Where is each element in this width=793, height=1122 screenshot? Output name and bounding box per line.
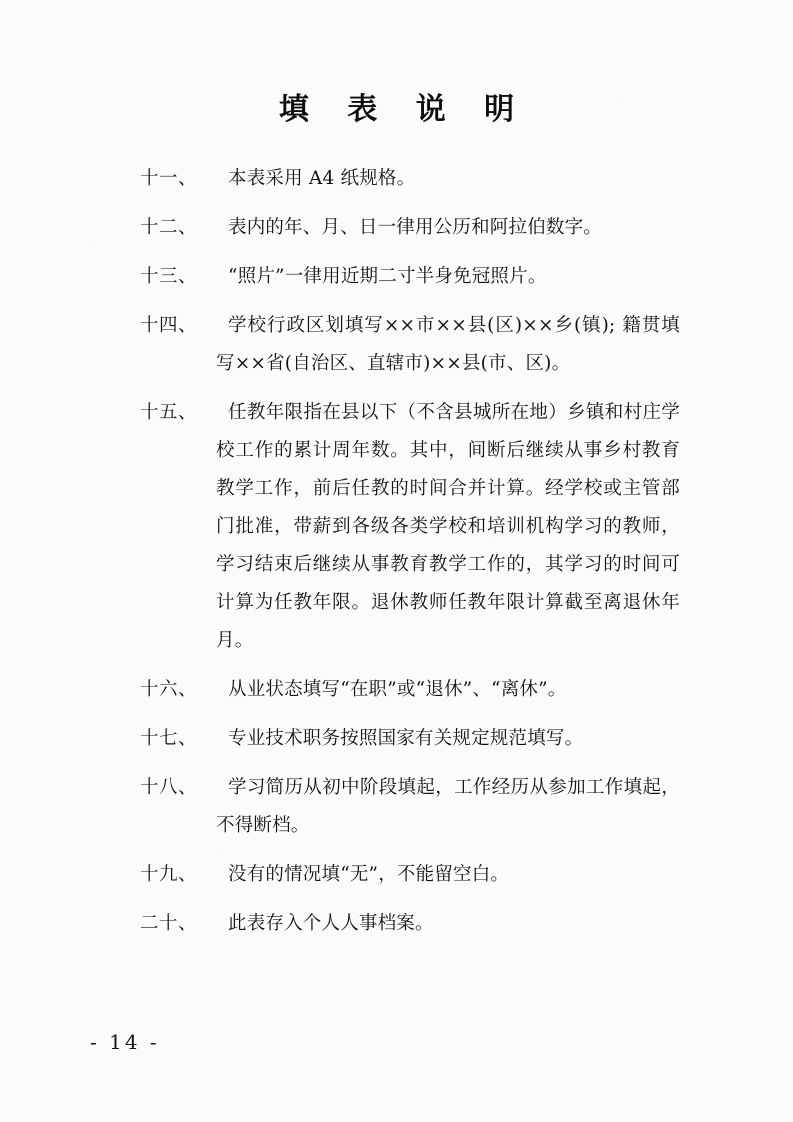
- list-item-text: 此表存入个人人事档案。: [228, 913, 434, 934]
- list-item: [140, 307, 680, 383]
- list-item: [140, 160, 680, 198]
- list-item: [140, 856, 680, 894]
- list-item-text: 表内的年、月、日一律用公历和阿拉伯数字。: [228, 217, 603, 238]
- list-item-number: 十六、: [140, 679, 198, 700]
- list-item-number: 十九、: [140, 864, 198, 885]
- list-item-number: 十四、: [140, 315, 198, 336]
- list-item-number: 十二、: [140, 217, 198, 238]
- list-item-text: 本表采用 A4 纸规格。: [228, 168, 416, 189]
- list-item-text: 学校行政区划填写××市××县(区)××乡(镇); 籍贯填写××省(自治区、直辖市)××县(市、区)。: [216, 315, 680, 374]
- list-item-text: 没有的情况填“无”，不能留空白。: [228, 864, 510, 885]
- list-item: [140, 394, 680, 660]
- list-item-number: 十三、: [140, 266, 198, 287]
- list-item: [140, 905, 680, 943]
- list-item-text: 专业技术职务按照国家有关规定规范填写。: [228, 728, 584, 749]
- page-title: 填 表 说 明: [278, 92, 529, 127]
- list-item-text: 学习简历从初中阶段填起，工作经历从参加工作填起，不得断档。: [216, 777, 680, 836]
- list-item: [140, 720, 680, 758]
- list-item: [140, 209, 680, 247]
- list-item: [140, 671, 680, 709]
- list-item-text: “照片”一律用近期二寸半身免冠照片。: [228, 266, 547, 287]
- list-item-number: 十一、: [140, 168, 198, 189]
- list-item-number: 十七、: [140, 728, 198, 749]
- list-item: [140, 258, 680, 296]
- list-item-number: 二十、: [140, 913, 198, 934]
- list-item: [140, 769, 680, 845]
- list-item-text: 任教年限指在县以下（不含县城所在地）乡镇和村庄学校工作的累计周年数。其中，间断后继续从事乡村教育教学工作，前后任教的时间合并计算。经学校或主管部门批准，带薪到各级各类学校和培训机构学习的教师，学习结束后继续从事教育教学工作的，其学习的时间可计算为任教年限。退休教师任教年限计算截至离退休年月。: [216, 402, 680, 651]
- list-item-number: 十八、: [140, 777, 198, 798]
- page-number: - 14 -: [90, 1030, 160, 1054]
- list-item-text: 从业状态填写“在职”或“退休”、“离休”。: [228, 679, 567, 700]
- instructions-list: [140, 160, 680, 954]
- list-item-number: 十五、: [140, 402, 198, 423]
